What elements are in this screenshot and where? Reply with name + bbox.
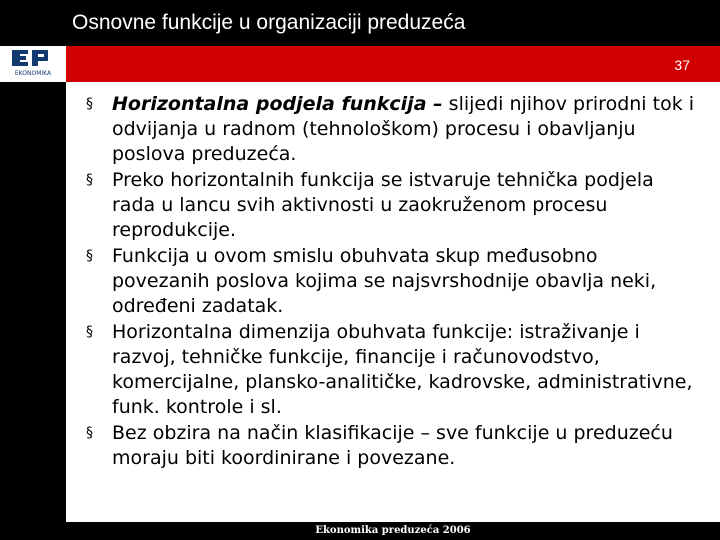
bullet-item	[86, 421, 700, 471]
bullet-text: slijedi njihov prirodni tok i odvijanja u radnom (tehnološkom) procesu i obavljanju poslova preduzeća.	[112, 93, 695, 165]
slide-title: Osnovne funkcije u organizaciji preduzeća	[66, 0, 720, 46]
bullet-marker-icon: §	[86, 96, 93, 112]
bullet-list	[66, 82, 720, 471]
bullet-marker-icon: §	[86, 248, 93, 264]
bullet-text: Preko horizontalnih funkcija se istvaruje tehnička podjela rada u lancu svih aktivnosti u zaokruženom procesu reprodukcije.	[112, 169, 654, 241]
ep-logo-icon	[10, 48, 56, 80]
bullet-marker-icon: §	[86, 425, 93, 441]
bullet-item	[86, 168, 700, 243]
bullet-text: Funkcija u ovom smislu obuhvata skup međusobno povezanih poslova kojima se najsvrshodnije obavlja neki, određeni zadatak.	[112, 245, 657, 317]
bullet-text: Bez obzira na način klasifikacije – sve funkcije u preduzeću moraju biti koordinirane i povezane.	[112, 422, 673, 469]
accent-bar	[66, 46, 720, 82]
bullet-marker-icon: §	[86, 172, 93, 188]
bullet-lead: Horizontalna podjela funkcija –	[112, 93, 443, 115]
bullet-item	[86, 244, 700, 319]
bullet-item	[86, 320, 700, 420]
bullet-item	[86, 92, 700, 167]
footer: Ekonomika preduzeća 2006	[66, 522, 720, 540]
bullet-text: Horizontalna dimenzija obuhvata funkcije: istraživanje i razvoj, tehničke funkcije, financije i računovodstvo, komercijalne, plansko-analitičke, kadrovske, administrativne, funk. kontrole i sl.	[112, 321, 693, 418]
logo-text: EKONOMIKA	[14, 70, 52, 77]
slide-number: 37	[674, 57, 690, 73]
bullet-marker-icon: §	[86, 324, 93, 340]
logo	[0, 46, 66, 82]
slide-content	[66, 82, 720, 522]
